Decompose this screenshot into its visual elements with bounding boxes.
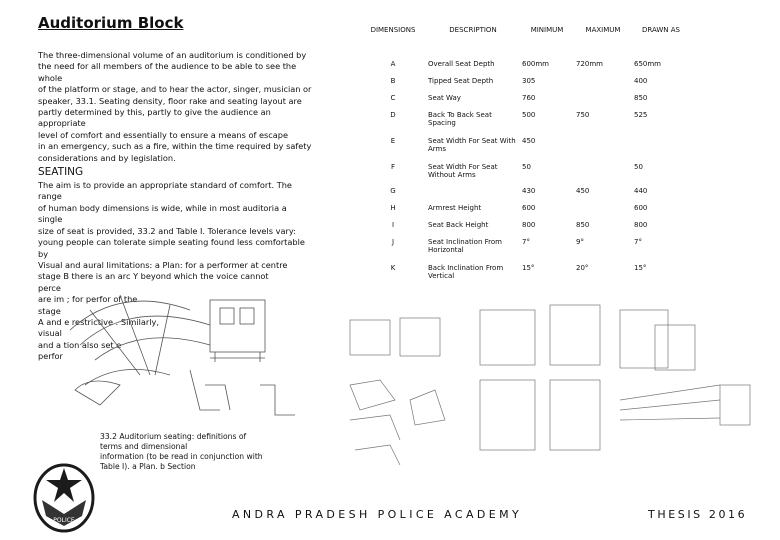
row-dim: C <box>390 94 396 102</box>
footer-thesis-year: THESIS 2016 <box>648 508 748 521</box>
row-drawn: 7° <box>634 238 642 246</box>
row-desc: Seat Width For Seat With Arms <box>428 137 516 153</box>
row-dim: E <box>390 137 396 145</box>
row-dim: H <box>390 204 396 212</box>
row-desc: Back Inclination From Vertical <box>428 264 504 280</box>
row-dim: J <box>391 238 395 246</box>
row-desc: Armrest Height <box>428 204 482 212</box>
row-min: 500 <box>522 111 536 119</box>
row-max: 720mm <box>576 60 603 68</box>
police-emblem-icon <box>32 462 96 536</box>
table-row <box>360 204 690 221</box>
seat-section-sketch <box>75 369 295 415</box>
seating-paragraph: The aim is to provide an appropriate standard of comfort. The range of human body dimensions is wide, while in most auditoria a single size of seat is provided, 33.2 and Table I. Tolerance levels vary: young people can tolerate simple seating found less comfortable by <box>38 180 305 259</box>
emblem-text: POLICE <box>53 517 75 524</box>
row-min: 7° <box>522 238 530 246</box>
header-minimum: MINIMUM <box>530 26 564 34</box>
table-row <box>360 163 690 187</box>
seating-heading: SEATING <box>38 166 84 179</box>
table-row <box>360 187 690 204</box>
row-drawn: 600 <box>634 204 648 212</box>
row-min: 600 <box>522 204 536 212</box>
seat-detail-sketches <box>350 305 750 465</box>
header-dimensions: DIMENSIONS <box>370 26 416 34</box>
row-desc: Seat Back Height <box>428 221 489 229</box>
table-row <box>360 60 690 77</box>
row-max <box>574 204 632 221</box>
row-drawn: 50 <box>634 163 643 171</box>
row-max: 20° <box>576 264 589 272</box>
figure-caption: 33.2 Auditorium seating: definitions of terms and dimensional information (to be read in conjunction with Table I). a Plan. b Section <box>100 432 263 471</box>
row-desc: Seat Way <box>428 94 461 102</box>
row-min: 800 <box>522 221 536 229</box>
row-min: 15° <box>522 264 535 272</box>
table-row <box>360 137 690 163</box>
row-drawn: 440 <box>634 187 648 195</box>
row-min: 760 <box>522 94 536 102</box>
table-row <box>360 264 690 290</box>
header-drawn-as: DRAWN AS <box>642 26 680 34</box>
row-max: 750 <box>576 111 590 119</box>
page-title: Auditorium Block <box>38 14 184 32</box>
intro-paragraph: The three-dimensional volume of an auditorium is conditioned by the need for all members of the audience to be able to see the whole of the platform or stage, and to hear the actor, singer, musician or speaker, 33.1. Seating density, floor rake and seating layout are partly determined by this, partly to give the audience an appropriate level of comfort and essentially to ensure a means of escape in an emergency, such as a fire, within the time required by safety considerations and by legislation. <box>38 50 312 163</box>
row-max <box>574 94 632 111</box>
row-desc: Overall Seat Depth <box>428 60 495 68</box>
row-max <box>574 163 632 187</box>
row-drawn: 650mm <box>634 60 661 68</box>
row-dim: A <box>390 60 396 68</box>
row-min: 430 <box>522 187 536 195</box>
table-row <box>360 77 690 94</box>
table-row <box>360 94 690 111</box>
table-row <box>360 221 690 238</box>
row-desc <box>426 187 520 204</box>
row-dim: G <box>390 187 396 195</box>
table-header-row <box>360 26 690 60</box>
row-min: 305 <box>522 77 536 85</box>
row-dim: I <box>391 221 395 229</box>
visual-limitations-paragraph: Visual and aural limitations: a Plan: for a performer at centre stage B there is an arc Y beyond which the voice cannot perce are im ; for perfor of the stage A and e restrictive . Similarly, visual and a tion also set e perfor <box>38 259 288 362</box>
header-description: DESCRIPTION <box>449 26 497 34</box>
row-min: 450 <box>522 137 536 145</box>
seating-dimensions-table <box>360 26 690 290</box>
row-max: 450 <box>576 187 590 195</box>
row-drawn: 400 <box>634 77 648 85</box>
row-dim: F <box>390 163 396 171</box>
row-drawn: 525 <box>634 111 648 119</box>
row-drawn <box>632 137 690 163</box>
table-row <box>360 111 690 137</box>
row-max: 850 <box>576 221 590 229</box>
row-max: 9° <box>576 238 584 246</box>
row-drawn: 15° <box>634 264 647 272</box>
header-maximum: MAXIMUM <box>585 26 621 34</box>
row-max <box>574 137 632 163</box>
row-max <box>574 77 632 94</box>
row-dim: D <box>390 111 396 119</box>
sightline-plan-diagram <box>70 295 265 375</box>
footer-academy-name: ANDRA PRADESH POLICE ACADEMY <box>232 508 523 521</box>
row-drawn: 800 <box>634 221 648 229</box>
row-desc: Back To Back Seat Spacing <box>428 111 492 127</box>
row-desc: Tipped Seat Depth <box>428 77 494 85</box>
row-desc: Seat Width For Seat Without Arms <box>428 163 498 179</box>
row-drawn: 850 <box>634 94 648 102</box>
row-min: 600mm <box>522 60 549 68</box>
row-dim: K <box>390 264 396 272</box>
row-dim: B <box>390 77 396 85</box>
table-row <box>360 238 690 264</box>
row-desc: Seat Inclination From Horizontal <box>428 238 502 254</box>
row-min: 50 <box>522 163 531 171</box>
